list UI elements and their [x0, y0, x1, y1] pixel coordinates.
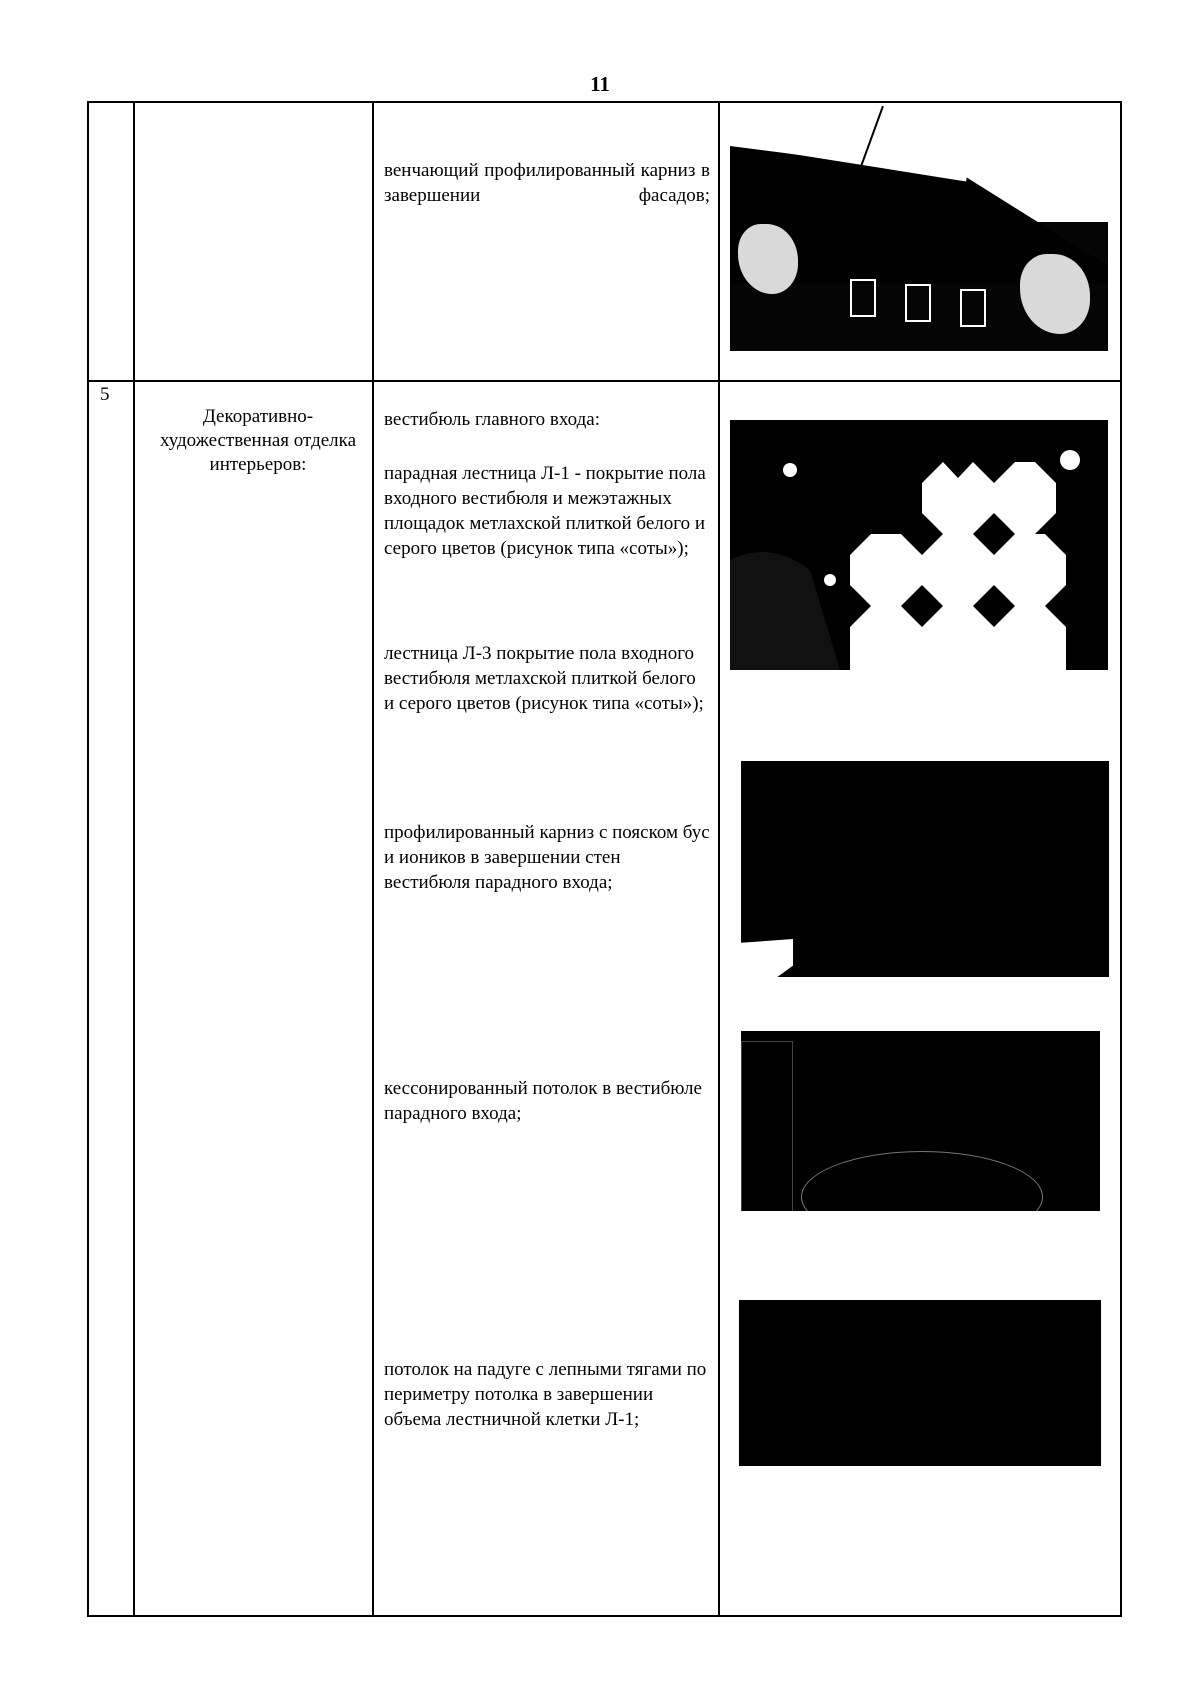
- row-divider: [87, 380, 1122, 382]
- row-description: кессонированный потолок в вестибюле парадного входа;: [384, 1078, 702, 1124]
- row-description: вестибюль главного входа:: [384, 409, 600, 430]
- table-border-bottom: [87, 1615, 1122, 1617]
- cove-ceiling-photo: [739, 1300, 1101, 1466]
- row-number: 5: [100, 384, 110, 405]
- facade-cornice-photo: [730, 104, 1108, 351]
- table-border-top: [87, 101, 1122, 103]
- column-divider: [372, 101, 374, 1617]
- row-description: парадная лестница Л-1 - покрытие пола входного вестибюля и межэтажных площадок метлахской плиткой белого и серого цветов (рисунок типа «соты»);: [384, 463, 706, 559]
- column-divider: [1120, 101, 1122, 1617]
- tile-floor-photo: [730, 420, 1108, 670]
- column-divider: [87, 101, 89, 1617]
- vestibule-cornice-photo: [741, 761, 1109, 977]
- row-description: потолок на падуге с лепными тягами по периметру потолка в завершении объема лестничной клетки Л-1;: [384, 1359, 707, 1430]
- row-description: профилированный карниз с пояском бус и иоников в завершении стен вестибюля парадного входа;: [384, 822, 710, 893]
- column-divider: [718, 101, 720, 1617]
- row-category: Декоративно-художественная отделка интерьеров:: [159, 406, 357, 475]
- column-divider: [133, 101, 135, 1617]
- row-description: венчающий профилированный карниз в завершении фасадов;: [384, 160, 710, 206]
- page-number: 11: [590, 72, 610, 96]
- coffered-ceiling-photo: [741, 1031, 1100, 1211]
- row-description: лестница Л-3 покрытие пола входного вестибюля метлахской плиткой белого и серого цветов (рисунок типа «соты»);: [384, 643, 704, 714]
